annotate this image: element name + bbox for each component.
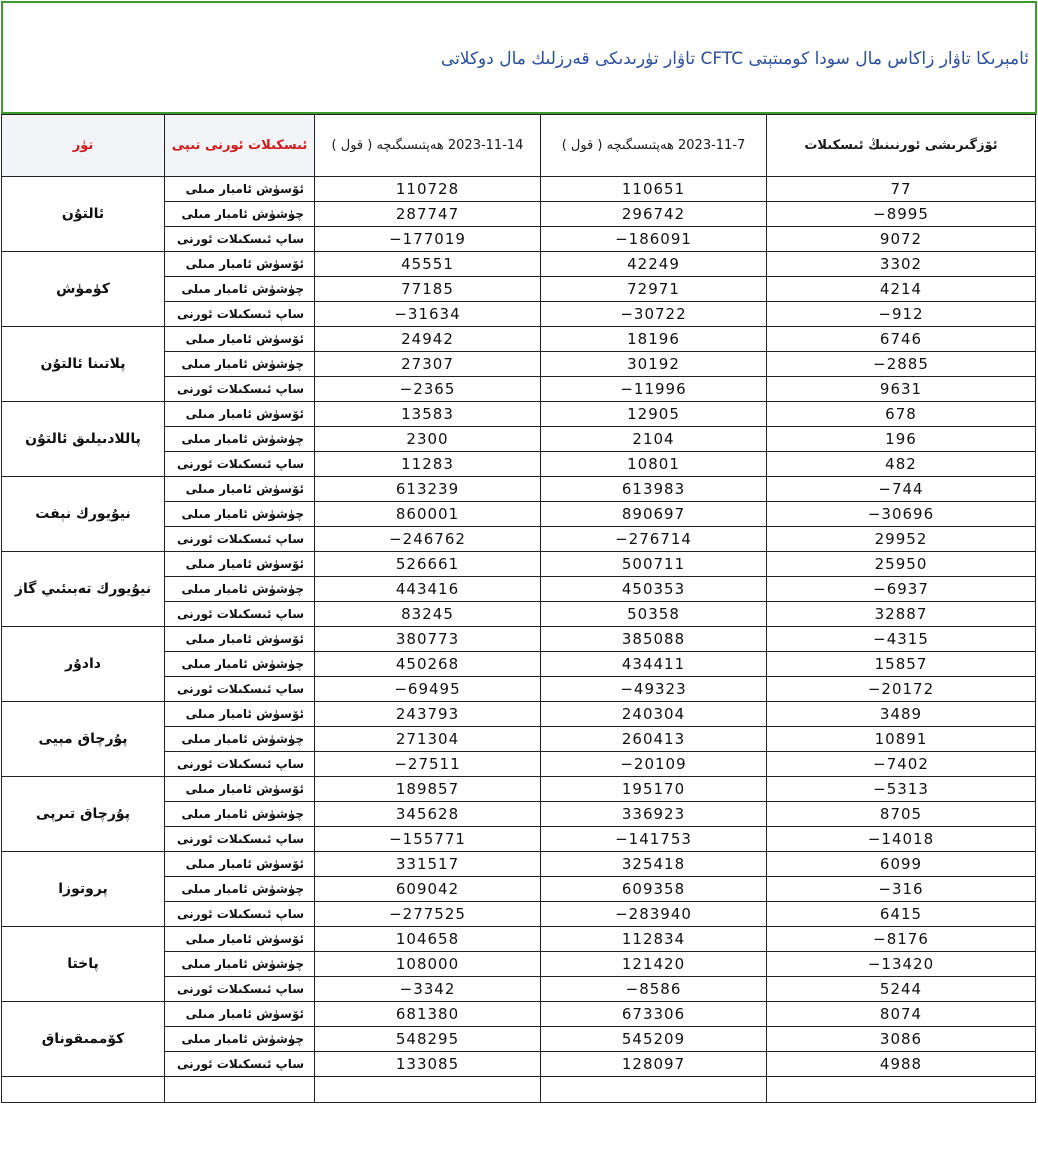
date1-value-cell	[315, 777, 541, 802]
date1-value-cell	[315, 227, 541, 252]
date2-value-cell	[541, 752, 767, 777]
change-value: 25950	[874, 555, 928, 573]
position-type-cell: ساپ ئىسكىلات ئورنى	[165, 752, 315, 777]
date1-value: −69495	[394, 680, 461, 698]
change-value-cell	[767, 902, 1036, 927]
date2-value: 673306	[621, 1005, 686, 1023]
date1-value: 2300	[406, 430, 449, 448]
table-row	[2, 552, 1036, 577]
date2-value-cell	[541, 552, 767, 577]
report-title: ئامېرىكا تاۋار زاكاس مال سودا كومىتېتى CFTC تاۋار تۈرىدىكى قەرزلىك مال دوكلاتى	[440, 49, 1029, 69]
change-value: 6099	[879, 855, 923, 873]
date2-value-cell	[541, 677, 767, 702]
date1-value: 613239	[395, 480, 460, 498]
change-value: 15857	[874, 655, 928, 673]
date2-value-cell	[541, 852, 767, 877]
position-type-cell: چۈشۈش ئامبار مىلى	[165, 502, 315, 527]
change-value-cell	[767, 877, 1036, 902]
position-type-cell: ساپ ئىسكىلات ئورنى	[165, 227, 315, 252]
change-value: −7402	[873, 755, 929, 773]
date1-value-cell	[315, 977, 541, 1002]
date1-value-cell	[315, 402, 541, 427]
change-value-cell	[767, 202, 1036, 227]
date2-value-cell	[541, 502, 767, 527]
change-value: −8176	[873, 930, 929, 948]
change-value: 3302	[879, 255, 923, 273]
date1-value: 45551	[401, 255, 454, 273]
position-type-cell: ساپ ئىسكىلات ئورنى	[165, 977, 315, 1002]
date2-value: 195170	[621, 780, 686, 798]
table-row	[2, 252, 1036, 277]
table-row	[2, 402, 1036, 427]
position-type-cell: ساپ ئىسكىلات ئورنى	[165, 602, 315, 627]
date1-value: −2365	[399, 380, 456, 398]
position-type-cell: ئۆسۈش ئامبار مىلى	[165, 327, 315, 352]
date2-value: 12905	[627, 405, 680, 423]
position-type-cell: ئۆسۈش ئامبار مىلى	[165, 777, 315, 802]
change-value-cell	[767, 377, 1036, 402]
change-value: −2885	[873, 355, 929, 373]
change-value-cell	[767, 577, 1036, 602]
position-type-cell: چۈشۈش ئامبار مىلى	[165, 802, 315, 827]
change-value-cell	[767, 352, 1036, 377]
position-type-cell: ئۆسۈش ئامبار مىلى	[165, 552, 315, 577]
date2-value: −8586	[625, 980, 682, 998]
change-value: −20172	[867, 680, 935, 698]
date2-value: 336923	[621, 805, 686, 823]
date1-value-cell	[315, 677, 541, 702]
position-type-cell: ساپ ئىسكىلات ئورنى	[165, 902, 315, 927]
commodity-cell: ئالتۇن	[2, 177, 165, 252]
change-value-cell	[767, 502, 1036, 527]
commodity-cell: پاختا	[2, 927, 165, 1002]
date2-value: −141753	[615, 830, 692, 848]
position-type-cell: چۈشۈش ئامبار مىلى	[165, 1027, 315, 1052]
position-type-cell: ئۆسۈش ئامبار مىلى	[165, 1002, 315, 1027]
date2-value-cell	[541, 827, 767, 852]
date1-value: 133085	[395, 1055, 460, 1073]
position-type-cell: ئۆسۈش ئامبار مىلى	[165, 627, 315, 652]
change-value-cell	[767, 752, 1036, 777]
position-type-cell: ساپ ئىسكىلات ئورنى	[165, 302, 315, 327]
position-type-cell: چۈشۈش ئامبار مىلى	[165, 652, 315, 677]
table-row	[2, 702, 1036, 727]
date1-value: 108000	[395, 955, 460, 973]
change-value-cell	[767, 802, 1036, 827]
date1-value: 110728	[395, 180, 460, 198]
empty-cell	[315, 1077, 541, 1103]
date2-value: 260413	[621, 730, 686, 748]
change-value-cell	[767, 477, 1036, 502]
change-value-cell	[767, 1027, 1036, 1052]
date1-value: 287747	[395, 205, 460, 223]
position-type-cell: ساپ ئىسكىلات ئورنى	[165, 827, 315, 852]
date1-value-cell	[315, 1027, 541, 1052]
commodity-cell: دادۇر	[2, 627, 165, 702]
date2-value: 2104	[632, 430, 675, 448]
table-row	[2, 852, 1036, 877]
date1-value: 13583	[401, 405, 454, 423]
position-type-cell: چۈشۈش ئامبار مىلى	[165, 577, 315, 602]
date2-value: 545209	[621, 1030, 686, 1048]
date1-value: 77185	[401, 280, 454, 298]
date2-value: 325418	[621, 855, 686, 873]
change-value: 9631	[879, 380, 923, 398]
change-value-cell	[767, 727, 1036, 752]
date2-value: 434411	[621, 655, 686, 673]
date1-value-cell	[315, 377, 541, 402]
position-type-cell: ئۆسۈش ئامبار مىلى	[165, 402, 315, 427]
position-type-cell: ساپ ئىسكىلات ئورنى	[165, 677, 315, 702]
change-value-cell	[767, 402, 1036, 427]
date1-value: 380773	[395, 630, 460, 648]
change-value: 10891	[874, 730, 928, 748]
date1-value-cell	[315, 627, 541, 652]
change-value: 678	[885, 405, 917, 423]
date2-value-cell	[541, 327, 767, 352]
date2-value: −276714	[615, 530, 692, 548]
position-type-cell: ئۆسۈش ئامبار مىلى	[165, 927, 315, 952]
position-type-cell: چۈشۈش ئامبار مىلى	[165, 877, 315, 902]
date1-value: 443416	[395, 580, 460, 598]
date1-value: −155771	[389, 830, 466, 848]
date1-value-cell	[315, 452, 541, 477]
empty-cell	[165, 1077, 315, 1103]
date2-value: 50358	[627, 605, 680, 623]
header-commodity: تۈر	[2, 115, 165, 177]
table-row	[2, 1002, 1036, 1027]
date1-value: −31634	[394, 305, 461, 323]
date2-value: −283940	[615, 905, 692, 923]
change-value: 3489	[879, 705, 923, 723]
date2-value: 112834	[621, 930, 686, 948]
date1-value-cell	[315, 652, 541, 677]
change-value-cell	[767, 652, 1036, 677]
header-position-type: ئىسكىلات ئورنى تىپى	[165, 115, 315, 177]
empty-cell	[767, 1077, 1036, 1103]
date2-value: 128097	[621, 1055, 686, 1073]
commodity-cell: پلاتىنا ئالتۇن	[2, 327, 165, 402]
date1-value-cell	[315, 577, 541, 602]
date2-value-cell	[541, 352, 767, 377]
change-value: 3086	[879, 1030, 923, 1048]
commodity-cell: نيۇيورك تەبىئىي گاز	[2, 552, 165, 627]
change-value: −30696	[867, 505, 935, 523]
date2-value-cell	[541, 377, 767, 402]
date2-value-cell	[541, 402, 767, 427]
change-value: −5313	[873, 780, 929, 798]
change-value-cell	[767, 1002, 1036, 1027]
date2-value: 500711	[621, 555, 686, 573]
change-value: 6746	[879, 330, 923, 348]
date2-value-cell	[541, 1052, 767, 1077]
change-value: 4214	[879, 280, 923, 298]
table-row	[2, 177, 1036, 202]
change-value: −6937	[873, 580, 929, 598]
date1-value-cell	[315, 802, 541, 827]
commodity-cell: پاللادىيلىق ئالتۇن	[2, 402, 165, 477]
date1-value-cell	[315, 552, 541, 577]
date2-value-cell	[541, 527, 767, 552]
positions-table	[1, 114, 1036, 1103]
commodity-cell: پروتوزا	[2, 852, 165, 927]
position-type-cell: چۈشۈش ئامبار مىلى	[165, 727, 315, 752]
date1-value: −246762	[389, 530, 466, 548]
date2-value-cell	[541, 802, 767, 827]
date1-value-cell	[315, 277, 541, 302]
date1-value: −27511	[394, 755, 461, 773]
change-value-cell	[767, 927, 1036, 952]
position-type-cell: چۈشۈش ئامبار مىلى	[165, 952, 315, 977]
change-value: −744	[878, 480, 924, 498]
date1-value-cell	[315, 752, 541, 777]
change-value-cell	[767, 302, 1036, 327]
date2-value: −11996	[620, 380, 687, 398]
date1-value-cell	[315, 927, 541, 952]
date2-value: 10801	[627, 455, 680, 473]
date1-value: 331517	[395, 855, 460, 873]
change-value-cell	[767, 552, 1036, 577]
date2-value-cell	[541, 302, 767, 327]
date1-value-cell	[315, 252, 541, 277]
date2-value: 385088	[621, 630, 686, 648]
change-value: 5244	[879, 980, 923, 998]
date2-value-cell	[541, 252, 767, 277]
change-value: 8074	[879, 1005, 923, 1023]
date2-value: −20109	[620, 755, 687, 773]
date1-value-cell	[315, 477, 541, 502]
position-type-cell: ئۆسۈش ئامبار مىلى	[165, 177, 315, 202]
date1-value: 104658	[395, 930, 460, 948]
date2-value: 42249	[627, 255, 680, 273]
date1-value-cell	[315, 527, 541, 552]
change-value-cell	[767, 627, 1036, 652]
date2-value-cell	[541, 952, 767, 977]
date1-value-cell	[315, 327, 541, 352]
date1-value-cell	[315, 602, 541, 627]
date2-value: 450353	[621, 580, 686, 598]
date2-value-cell	[541, 177, 767, 202]
commodity-cell: نيۇيورك نېفت	[2, 477, 165, 552]
date1-value: 345628	[395, 805, 460, 823]
date2-value-cell	[541, 877, 767, 902]
date2-value: 18196	[627, 330, 680, 348]
table-row	[2, 627, 1036, 652]
date1-value: 860001	[395, 505, 460, 523]
date1-value-cell	[315, 1002, 541, 1027]
date1-value-cell	[315, 877, 541, 902]
empty-row	[2, 1077, 1036, 1103]
position-type-cell: ئۆسۈش ئامبار مىلى	[165, 252, 315, 277]
date2-value-cell	[541, 1002, 767, 1027]
change-value: 4988	[879, 1055, 923, 1073]
date2-value: 609358	[621, 880, 686, 898]
change-value-cell	[767, 452, 1036, 477]
change-value: 196	[885, 430, 917, 448]
date2-value: −49323	[620, 680, 687, 698]
change-value-cell	[767, 777, 1036, 802]
position-type-cell: ئۆسۈش ئامبار مىلى	[165, 702, 315, 727]
date2-value-cell	[541, 902, 767, 927]
date1-value-cell	[315, 352, 541, 377]
date2-value: 296742	[621, 205, 686, 223]
date2-value-cell	[541, 427, 767, 452]
date1-value: 24942	[401, 330, 454, 348]
change-value-cell	[767, 277, 1036, 302]
header-date-1: 2023-11-14 ھەپتىسىگىچە ( قول )	[315, 115, 541, 177]
date1-value-cell	[315, 727, 541, 752]
date2-value-cell	[541, 777, 767, 802]
change-value-cell	[767, 827, 1036, 852]
date1-value: 681380	[395, 1005, 460, 1023]
date2-value: 121420	[621, 955, 686, 973]
change-value: 29952	[874, 530, 928, 548]
empty-cell	[541, 1077, 767, 1103]
date2-value: −186091	[615, 230, 692, 248]
date2-value-cell	[541, 652, 767, 677]
change-value-cell	[767, 527, 1036, 552]
date2-value-cell	[541, 202, 767, 227]
change-value: −13420	[867, 955, 935, 973]
date1-value-cell	[315, 502, 541, 527]
commodity-cell: پۇرچاق تىرپى	[2, 777, 165, 852]
date2-value-cell	[541, 927, 767, 952]
header-change: ئۆزگىرىشى ئورنىنىڭ ئىسكىلات	[767, 115, 1036, 177]
date2-value-cell	[541, 477, 767, 502]
position-type-cell: چۈشۈش ئامبار مىلى	[165, 427, 315, 452]
date1-value: 609042	[395, 880, 460, 898]
change-value-cell	[767, 602, 1036, 627]
table-header-row	[2, 115, 1036, 177]
date1-value: 11283	[401, 455, 454, 473]
date1-value: 548295	[395, 1030, 460, 1048]
position-type-cell: ئۆسۈش ئامبار مىلى	[165, 477, 315, 502]
position-type-cell: ئۆسۈش ئامبار مىلى	[165, 852, 315, 877]
change-value-cell	[767, 702, 1036, 727]
change-value-cell	[767, 952, 1036, 977]
empty-cell	[2, 1077, 165, 1103]
date2-value-cell	[541, 452, 767, 477]
change-value: −316	[878, 880, 924, 898]
change-value-cell	[767, 427, 1036, 452]
commodity-cell: كۈمۈش	[2, 252, 165, 327]
date1-value: 189857	[395, 780, 460, 798]
change-value: −14018	[867, 830, 935, 848]
date2-value: 30192	[627, 355, 680, 373]
commodity-cell: كۆممىقوناق	[2, 1002, 165, 1077]
change-value-cell	[767, 677, 1036, 702]
date1-value-cell	[315, 302, 541, 327]
position-type-cell: چۈشۈش ئامبار مىلى	[165, 202, 315, 227]
change-value-cell	[767, 252, 1036, 277]
change-value-cell	[767, 1052, 1036, 1077]
change-value: 8705	[879, 805, 923, 823]
date1-value-cell	[315, 202, 541, 227]
change-value: −912	[878, 305, 924, 323]
position-type-cell: ساپ ئىسكىلات ئورنى	[165, 452, 315, 477]
date1-value: 526661	[395, 555, 460, 573]
commodity-cell: پۇرچاق مېيى	[2, 702, 165, 777]
date2-value-cell	[541, 702, 767, 727]
position-type-cell: ساپ ئىسكىلات ئورنى	[165, 1052, 315, 1077]
change-value: 482	[885, 455, 917, 473]
date1-value-cell	[315, 427, 541, 452]
table-row	[2, 927, 1036, 952]
position-type-cell: ساپ ئىسكىلات ئورنى	[165, 527, 315, 552]
change-value: −4315	[873, 630, 929, 648]
date2-value-cell	[541, 977, 767, 1002]
change-value: 6415	[879, 905, 923, 923]
change-value: 9072	[879, 230, 923, 248]
date2-value: 240304	[621, 705, 686, 723]
date2-value: 890697	[621, 505, 686, 523]
date1-value: 27307	[401, 355, 454, 373]
date1-value-cell	[315, 852, 541, 877]
date2-value-cell	[541, 1027, 767, 1052]
table-row	[2, 327, 1036, 352]
table-row	[2, 777, 1036, 802]
change-value: 77	[890, 180, 912, 198]
date2-value-cell	[541, 577, 767, 602]
date1-value-cell	[315, 1052, 541, 1077]
date1-value: 243793	[395, 705, 460, 723]
change-value-cell	[767, 977, 1036, 1002]
date1-value: −3342	[399, 980, 456, 998]
date1-value-cell	[315, 827, 541, 852]
date2-value: 613983	[621, 480, 686, 498]
report-title-box	[1, 1, 1037, 115]
date2-value: 110651	[621, 180, 686, 198]
change-value: −8995	[873, 205, 929, 223]
table-row	[2, 477, 1036, 502]
date1-value-cell	[315, 952, 541, 977]
date2-value-cell	[541, 277, 767, 302]
date1-value: 83245	[401, 605, 454, 623]
date1-value-cell	[315, 177, 541, 202]
date2-value-cell	[541, 627, 767, 652]
date1-value: 450268	[395, 655, 460, 673]
position-type-cell: چۈشۈش ئامبار مىلى	[165, 277, 315, 302]
date1-value: −277525	[389, 905, 466, 923]
date2-value-cell	[541, 227, 767, 252]
date1-value-cell	[315, 902, 541, 927]
position-type-cell: چۈشۈش ئامبار مىلى	[165, 352, 315, 377]
date2-value-cell	[541, 602, 767, 627]
header-date-2: 2023-11-7 ھەپتىسىگىچە ( قول )	[541, 115, 767, 177]
date2-value: 72971	[627, 280, 680, 298]
change-value: 32887	[874, 605, 928, 623]
change-value-cell	[767, 327, 1036, 352]
date1-value-cell	[315, 702, 541, 727]
date2-value-cell	[541, 727, 767, 752]
change-value-cell	[767, 227, 1036, 252]
change-value-cell	[767, 177, 1036, 202]
date1-value: −177019	[389, 230, 466, 248]
date2-value: −30722	[620, 305, 687, 323]
change-value-cell	[767, 852, 1036, 877]
date1-value: 271304	[395, 730, 460, 748]
position-type-cell: ساپ ئىسكىلات ئورنى	[165, 377, 315, 402]
